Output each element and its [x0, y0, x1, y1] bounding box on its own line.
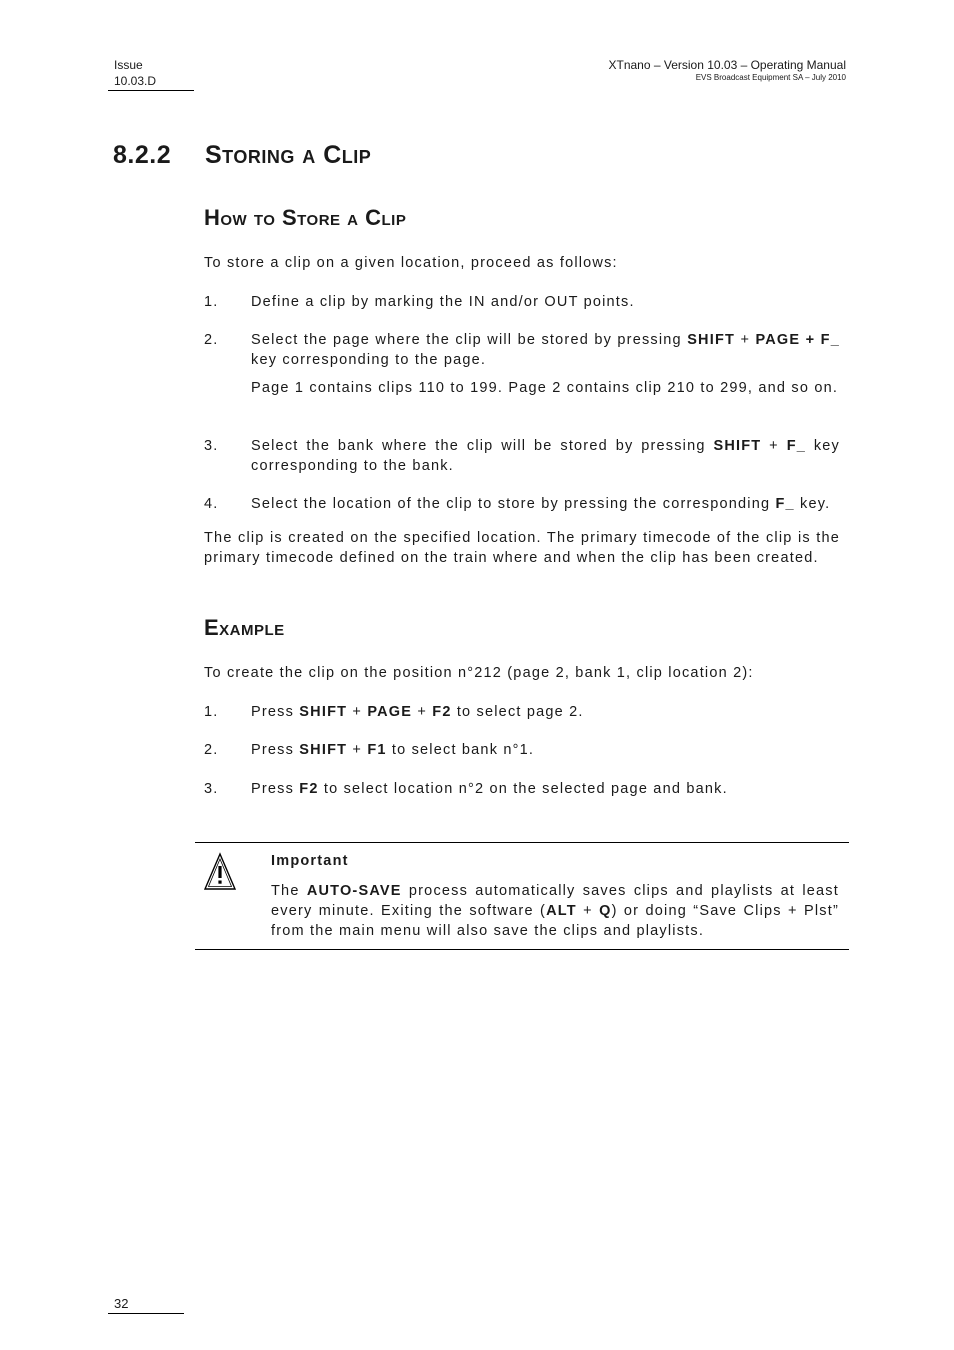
important-title: Important [271, 853, 349, 869]
important-note [195, 842, 849, 950]
important-text: The AUTO-SAVE process automatically saves clips and playlists at least every minute. Exiting the software (ALT + Q) or doing “Save Clips + Plst” from the main menu will also save the clips and playlists. [271, 883, 840, 939]
how-to-step-3: 3. Select the bank where the clip will be stored by pressing SHIFT + F_ key corresponding to the bank. [204, 438, 841, 474]
how-to-step-2-note: Page 1 contains clips 110 to 199. Page 2 contains clip 210 to 299, and so on. [251, 380, 839, 396]
issue-value: 10.03.D [114, 74, 157, 88]
document-subtitle: EVS Broadcast Equipment SA – July 2010 [695, 73, 846, 82]
example-intro: To create the clip on the position n°212 (page 2, bank 1, clip location 2): [204, 665, 754, 681]
how-to-intro: To store a clip on a given location, proceed as follows: [204, 255, 618, 271]
example-step-1: 1. Press SHIFT + PAGE + F2 to select page 2. [204, 704, 584, 720]
example-heading: Example [204, 615, 285, 640]
issue-block [108, 57, 194, 91]
section-title: Storing a Clip [205, 141, 372, 169]
issue-label: Issue [114, 58, 143, 72]
example-step-2: 2. Press SHIFT + F1 to select bank n°1. [204, 742, 535, 758]
document-title: XTnano – Version 10.03 – Operating Manual [608, 58, 846, 72]
section-heading [113, 141, 371, 170]
how-to-heading: How to Store a Clip [204, 205, 407, 230]
how-to-outro: The clip is created on the specified location. The primary timecode of the clip is the primary timecode defined on the train where and when the clip has been created. [204, 530, 840, 566]
section-number: 8.2.2 [113, 141, 172, 169]
how-to-step-1: 1. Define a clip by marking the IN and/or OUT points. [204, 294, 635, 310]
how-to-step-4: 4. Select the location of the clip to store by pressing the corresponding F_ key. [204, 496, 831, 512]
page-number: 32 [108, 1296, 184, 1314]
how-to-step-2: 2. Select the page where the clip will be stored by pressing SHIFT + PAGE + F_ key corresponding to the page. Page 1 contains clips 110 to 199. Page 2 contains clip 210 to 299, and so on. [204, 332, 840, 396]
document-header [609, 57, 847, 83]
warning-icon [203, 852, 237, 892]
example-step-3: 3. Press F2 to select location n°2 on the selected page and bank. [204, 781, 728, 797]
